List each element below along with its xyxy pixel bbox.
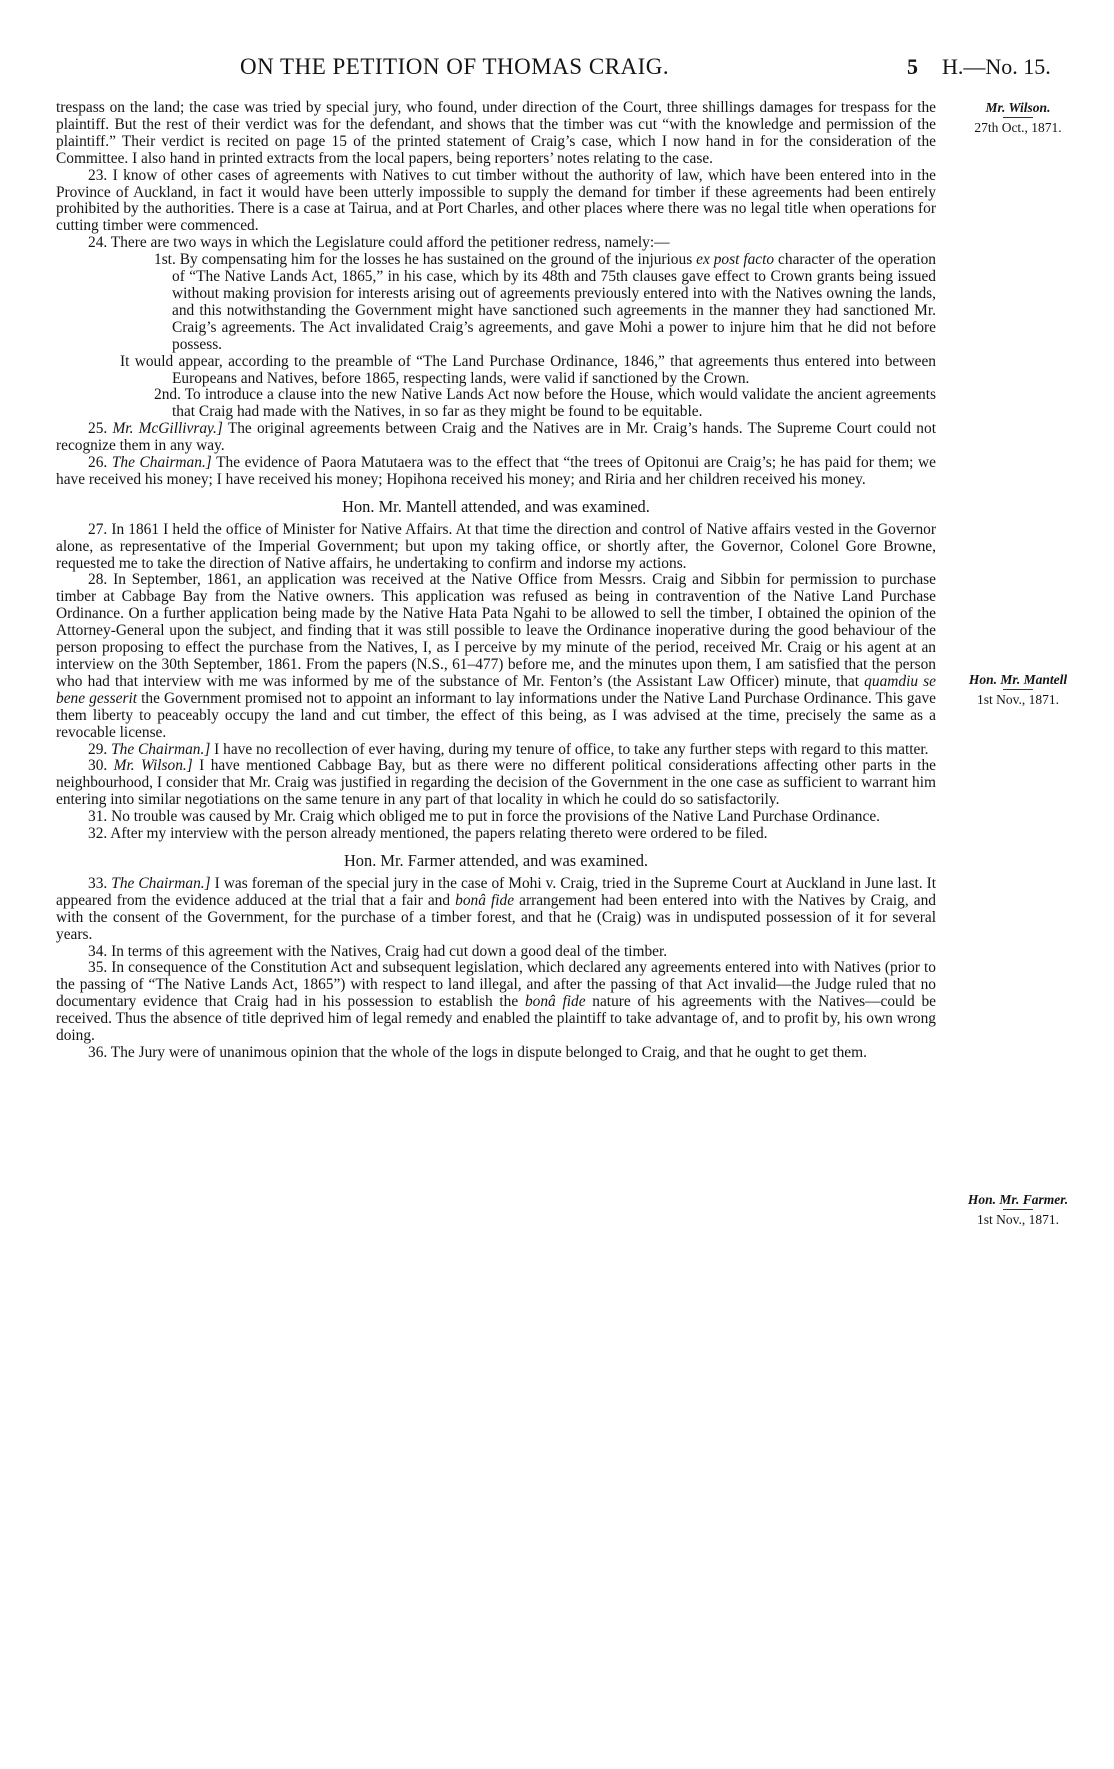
italic-phrase: bonâ fide	[455, 891, 515, 909]
text: The evidence of Paora Matutaera was to the effect that “the trees of Opitonui are Craig’s; he has paid for them; we have received his money; I have received his money; Hopihona received his money; and Riria and her children received his money.	[56, 454, 936, 488]
paragraph-34: 34. In terms of this agreement with the Natives, Craig had cut down a good deal of the timber.	[88, 942, 668, 960]
paragraph-24-note: It would appear, according to the preamble of “The Land Purchase Ordinance, 1846,” that agreements thus entered into between Europeans and Natives, before 1865, respecting lands, were valid if sanctioned by the Crown.	[120, 352, 936, 387]
italic-phrase: quamdiu se bene gesserit	[56, 672, 936, 707]
paragraph-32: 32. After my interview with the person already mentioned, the papers relating thereto were ordered to be filed.	[88, 825, 768, 843]
paragraph-number: 30.	[88, 757, 108, 775]
paragraph-27: 27. In 1861 I held the office of Minister for Native Affairs. At that time the direction and control of Native affairs vested in the Governor alone, as representative of the Imperial Government; but upon my taking office, or shortly after, the Governor, Colonel Gore Browne, requested me to take the direction of Native affairs, he undertaking to confirm and indorse my actions.	[56, 520, 936, 572]
text: arrangement had been entered into with the Natives by Craig, and with the consent of the Government, for the purchase of a timber forest, and that he (Craig) was in undisputed possession of it for several years.	[56, 891, 936, 943]
paragraph-31: 31. No trouble was caused by Mr. Craig which obliged me to put in force the provisions of the Native Land Purchase Ordinance.	[88, 808, 880, 826]
speaker: Mr. Wilson.]	[113, 757, 193, 775]
speaker: The Chairman.]	[111, 874, 211, 892]
text: 35. In consequence of the Constitution Act and subsequent legislation, which declared any agreements entered into with Natives (prior to the passing of “The Native Lands Act, 1865”) with respect to land illegal, and after the passing of that Act invalid—the Judge ruled that no documentary evidence that Craig had in his possession to establish the	[56, 959, 936, 1011]
text: I have mentioned Cabbage Bay, but as there were no different political considerations affecting other parts in the neighbourhood, I consider that Mr. Craig was justified in regarding the decision of the Government in the one case as sufficient to warrant him entering into similar negotiations on the same tenure in any part of that locality in which he could do so satisfactorily.	[56, 757, 936, 809]
paragraph-36: 36. The Jury were of unanimous opinion that the whole of the logs in dispute belonged to Craig, and that he ought to get them.	[88, 1043, 867, 1061]
witness-heading-mantell: Hon. Mr. Mantell attended, and was examined.	[342, 496, 650, 516]
margin-date: 1st Nov., 1871.	[976, 692, 1059, 707]
paragraph-number: 29.	[88, 740, 108, 758]
margin-note-farmer	[948, 1192, 1088, 1227]
text: character of the operation of “The Native Lands Act, 1865,” in his case, which by its 48th and 75th clauses gave effect to Crown grants being issued without making provision for interests arising out of agreements previously entered into with the Natives owning the lands, and this notwithstanding the Government might have sanctioned such agreements in the manner they had sanctioned Mr. Craig’s agreements. The Act invalidated Craig’s agreements, and gave Mohi a power to injure him that he did not before possess.	[172, 251, 936, 353]
text: 1st. By compensating him for the losses he has sustained on the ground of the injurious	[154, 251, 693, 269]
page-title: ON THE PETITION OF THOMAS CRAIG.	[240, 54, 670, 79]
page-number: 5	[907, 54, 918, 79]
document-body	[56, 100, 936, 1062]
margin-date: 27th Oct., 1871.	[974, 120, 1062, 135]
paragraph-25	[56, 421, 936, 455]
paragraph-number: 26.	[88, 454, 108, 472]
margin-note-mantell	[948, 672, 1088, 707]
paragraph-22-continued: trespass on the land; the case was tried by special jury, who found, under direction of the Court, three shillings damages for trespass for the plaintiff. But the rest of their verdict was for the defendant, and shows that the timber was cut “with the knowledge and permission of the plaintiff.” Their verdict is recited on page 15 of the printed statement of Craig’s case, which I now hand in for the consideration of the Committee. I also hand in printed extracts from the local papers, being reporters’ notes relating to the case.	[56, 99, 936, 167]
paragraph-30	[56, 758, 936, 809]
speaker: Mr. McGillivray.]	[112, 420, 223, 438]
margin-rule	[1003, 117, 1033, 118]
paragraph-35	[56, 960, 936, 1045]
margin-witness-name: Mr. Wilson.	[985, 100, 1051, 115]
margin-date: 1st Nov., 1871.	[976, 1212, 1059, 1227]
paragraph-number: 33.	[88, 874, 108, 892]
italic-phrase: bonâ fide	[524, 993, 586, 1011]
paragraph-33	[56, 876, 936, 944]
speaker: The Chairman.]	[111, 740, 211, 758]
margin-witness-name: Hon. Mr. Farmer.	[967, 1192, 1069, 1207]
italic-phrase: ex post facto	[696, 251, 775, 269]
paragraph-29	[56, 742, 936, 759]
paragraph-24-second: 2nd. To introduce a clause into the new Native Lands Act now before the House, which would validate the ancient agreements that Craig had made with the Natives, in so far as they might be found to be equitable.	[154, 386, 936, 421]
paragraph-24: 24. There are two ways in which the Legislature could afford the petitioner redress, namely:—	[88, 234, 670, 252]
speaker: The Chairman.]	[111, 454, 212, 472]
page-header	[0, 54, 1114, 90]
text: nature of his agreements with the Natives—could be received. Thus the absence of title deprived him of legal remedy and enabled the plaintiff to take advantage of, and to profit by, his own wrong doing.	[56, 993, 936, 1045]
margin-note-wilson	[948, 100, 1088, 135]
margin-witness-name: Hon. Mr. Mantell	[968, 672, 1068, 687]
text: 28. In September, 1861, an application was received at the Native Office from Messrs. Craig and Sibbin for permission to purchase timber at Cabbage Bay from the Native owners. This application was refused as being in contravention of the Native Land Purchase Ordinance. On a further application being made by the Native Hata Pata Ngahi to be allowed to sell the timber, I obtained the opinion of the Attorney-General upon the subject, and finding that it was still possible to leave the Ordinance inoperative during the good behaviour of the person proposing to effect the purchase from the Natives, I, as I perceive by my minute of the period, received Mr. Craig or his agent at an interview on the 30th September, 1861. From the papers (N.S., 61–477) before me, and the minutes upon them, I am satisfied that the person who had that interview with me was informed by me of the substance of Mr. Fenton’s (the Assistant Law Officer) minute, that	[56, 571, 936, 690]
text: the Government promised not to appoint an informant to lay informations under the Native Land Purchase Ordinance. This gave them liberty to peaceably occupy the land and cut timber, the effect of this being, as I was advised at the time, precisely the same as a revocable license.	[56, 689, 936, 741]
paragraph-28	[56, 572, 936, 741]
witness-heading-farmer: Hon. Mr. Farmer attended, and was examined.	[343, 850, 649, 870]
paragraph-23: 23. I know of other cases of agreements with Natives to cut timber without the authority of law, which have been entered into in the Province of Auckland, in fact it would have been utterly impossible to supply the demand for timber if these agreements had been entirely prohibited by the authorities. There is a case at Tairua, and at Port Charles, and other places where there was no legal title when operations for cutting timber were commenced.	[56, 166, 936, 235]
text: I was foreman of the special jury in the case of Mohi v. Craig, tried in the Supreme Court at Auckland in June last. It appeared from the evidence adduced at the trial that a fair and	[56, 874, 936, 909]
text: The original agreements between Craig and the Natives are in Mr. Craig’s hands. The Supreme Court could not recognize them in any way.	[56, 420, 936, 455]
paragraph-24-first	[56, 252, 936, 353]
document-reference: H.—No. 15.	[942, 54, 1051, 79]
paragraph-number: 25.	[88, 420, 108, 438]
text: I have no recollection of ever having, during my tenure of office, to take any further steps with regard to this matter.	[214, 740, 929, 758]
paragraph-26	[56, 455, 936, 489]
margin-rule	[1003, 1209, 1033, 1210]
margin-rule	[1003, 689, 1033, 690]
